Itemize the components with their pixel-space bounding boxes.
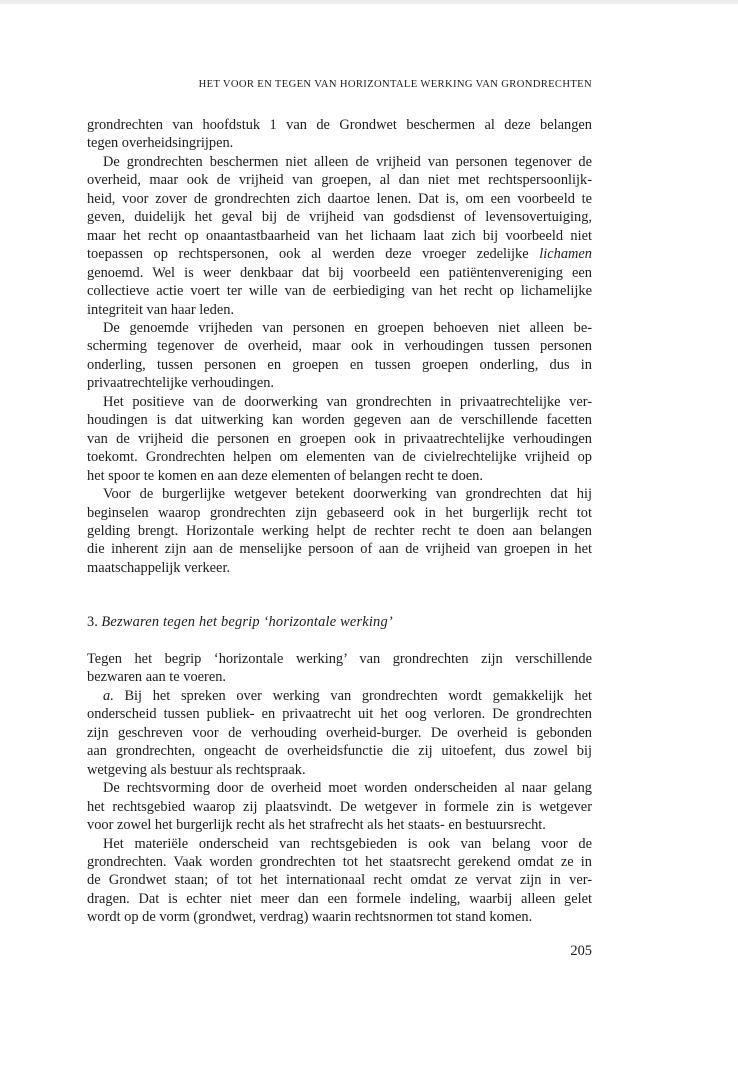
text-line: De genoemde vrijheden van personen en groepen behoeven niet alleen be- bbox=[103, 319, 592, 336]
text-line: aan grondrechten, ongeacht de overheidsfunctie die zij uitoefent, dus zowel bij bbox=[87, 743, 592, 760]
text-line: beginselen waarop grondrechten zijn gebaseerd ook in het burgerlijk recht tot bbox=[87, 504, 592, 521]
body-text-bottom bbox=[87, 650, 592, 927]
text-line: privaatrechtelijke verhoudingen. bbox=[87, 375, 275, 392]
paragraph bbox=[87, 319, 592, 393]
text-line: grondrechten van hoofdstuk 1 van de Grondwet beschermen al deze belangen bbox=[87, 117, 592, 133]
text-line: maar het recht op onaantastbaarheid van het lichaam laat zich bij voorbeeld niet bbox=[87, 227, 592, 244]
text-line: bezwaren aan te voeren. bbox=[87, 669, 227, 686]
text-line: integriteit van haar leden. bbox=[87, 301, 235, 318]
text-line: onderling, tussen personen en groepen en tussen groepen onderling, dus in bbox=[87, 356, 592, 373]
body-text-top bbox=[87, 116, 592, 577]
text-line: De rechtsvorming door de overheid moet worden onderscheiden al naar gelang bbox=[103, 780, 592, 797]
text-line: van de vrijheid die personen en groepen ook in privaatrechtelijke verhoudingen bbox=[87, 430, 592, 447]
text-line bbox=[87, 245, 592, 263]
section-heading bbox=[87, 614, 393, 631]
text-line: scherming tegenover de overheid, maar ook in verhoudingen tussen personen bbox=[87, 338, 592, 355]
italic-text: lichamen bbox=[539, 246, 592, 263]
paragraph bbox=[87, 116, 592, 153]
text-line: overheid, maar ook de vrijheid van groepen, al dan niet met rechtspersoonlijk- bbox=[87, 172, 592, 189]
paragraph bbox=[87, 779, 592, 834]
text-line bbox=[87, 687, 592, 705]
text-line: toekomt. Grondrechten helpen om elementen van de civielrechtelijke vrijheid op bbox=[87, 449, 592, 466]
paragraph bbox=[87, 687, 592, 779]
text-segment: toepassen op rechtspersonen, ook al werden deze vroeger zedelijke bbox=[87, 246, 540, 263]
text-line: die inherent zijn aan de menselijke persoon of aan de vrijheid van groepen in het bbox=[87, 541, 592, 558]
text-line: dragen. Dat is echter niet meer dan een formele indeling, waarbij alleen gelet bbox=[87, 890, 592, 907]
italic-text: a. bbox=[103, 687, 114, 704]
text-line: collectieve actie voert ter wille van de eerbiediging van het recht op lichamelijke bbox=[87, 283, 592, 300]
paragraph bbox=[87, 650, 592, 687]
text-line: zijn geschreven voor de verhouding overheid-burger. De overheid is gebonden bbox=[87, 724, 592, 741]
paragraph bbox=[87, 153, 592, 319]
text-line: De grondrechten beschermen niet alleen de vrijheid van personen tegenover de bbox=[103, 153, 592, 170]
text-line: onderscheid tussen publiek- en privaatrecht uit het oog verloren. De grondrechten bbox=[87, 706, 592, 723]
text-line: Tegen het begrip ‘horizontale werking’ van grondrechten zijn verschillende bbox=[87, 651, 592, 667]
text-line: maatschappelijk verkeer. bbox=[87, 559, 231, 576]
text-line: wordt op de vorm (grondwet, verdrag) waarin rechtsnormen tot stand komen. bbox=[87, 909, 533, 926]
running-head: HET VOOR EN TEGEN VAN HORIZONTALE WERKING VAN GRONDRECHTEN bbox=[198, 79, 592, 90]
text-line: Het positieve van de doorwerking van grondrechten in privaatrechtelijke ver- bbox=[103, 393, 592, 410]
paragraph bbox=[87, 393, 592, 485]
text-line: houdingen is dat uitwerking kan worden gegeven aan de verschillende facetten bbox=[87, 412, 592, 429]
section-number: 3. bbox=[87, 614, 98, 630]
text-line: voor zowel het burgerlijk recht als het strafrecht als het staats- en bestuursrecht. bbox=[87, 817, 546, 834]
text-line: Het materiële onderscheid van rechtsgebieden is ook van belang voor de bbox=[103, 835, 592, 852]
page-number: 205 bbox=[570, 943, 592, 959]
text-line: tegen overheidsingrijpen. bbox=[87, 135, 234, 152]
text-line: heid, voor zover de grondrechten zich daartoe lenen. Dat is, om een voorbeeld te bbox=[87, 190, 592, 207]
text-line: de Grondwet staan; of tot het internationaal recht omdat ze vervat zijn in ver- bbox=[87, 872, 592, 889]
scan-edge bbox=[0, 0, 738, 4]
paragraph bbox=[87, 485, 592, 577]
text-line: Voor de burgerlijke wetgever betekent doorwerking van grondrechten dat hij bbox=[103, 486, 592, 503]
text-line: grondrechten. Vaak worden grondrechten tot het staatsrecht gerekend omdat ze in bbox=[87, 853, 592, 870]
text-line: het rechtsgebied waarop zij plaatsvindt. De wetgever in formele zin is wetgever bbox=[87, 798, 592, 815]
text-line: geven, duidelijk het geval bij de vrijheid van godsdienst of levensovertuiging, bbox=[87, 209, 592, 226]
section-title: Bezwaren tegen het begrip ‘horizontale werking’ bbox=[101, 614, 393, 630]
text-line: wetgeving als bestuur als rechtspraak. bbox=[87, 761, 306, 778]
paragraph bbox=[87, 835, 592, 927]
text-line: het spoor te komen en aan deze elementen of belangen recht te doen. bbox=[87, 467, 483, 484]
text-line: gelding brengt. Horizontale werking helpt de rechter recht te doen aan belangen bbox=[87, 522, 592, 539]
text-line: genoemd. Wel is weer denkbaar dat bij voorbeeld een patiëntenvereniging een bbox=[87, 264, 592, 281]
text-segment: Bij het spreken over werking van grondrechten wordt gemakkelijk het bbox=[113, 687, 592, 704]
